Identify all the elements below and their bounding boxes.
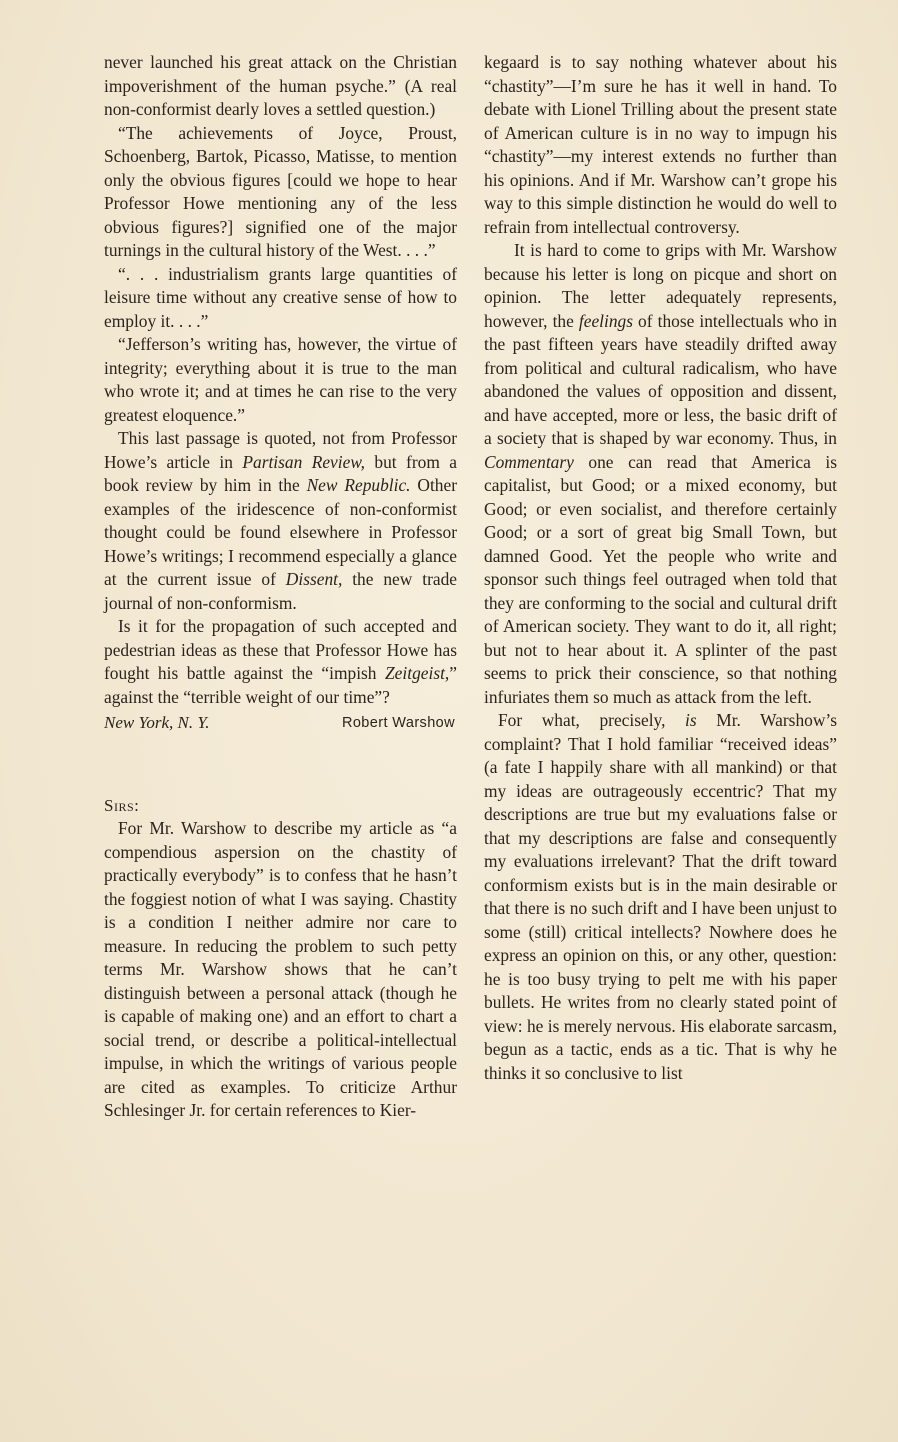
text-run: but from a book review by him in the (104, 451, 457, 495)
paragraph (484, 239, 837, 709)
text-run: Mr. Warshow’s complaint? That I hold familiar “received ideas” (a fate I happily share with all mankind) or that my ideas are outrageously eccentric? That my descriptions are true but my evaluations false or that my descriptions are false and consequently my evaluations irrelevant? That the drift toward conformism exists but is in the main desirable or that there is no such drift and I have been unjust to some (still) critical intellects? Nowhere does he express an opinion on this, or any other, question: he is too busy trying to pelt me with his paper bullets. He writes from no clearly stated point of view: he is merely nervous. His elaborate sarcasm, begun as a tactic, ends as a tic. That is why he thinks it so conclusive to list (484, 710, 838, 1083)
paragraph: “. . . industrialism grants large quantities of leisure time without any creative sense of how to employ it. . . .” (104, 263, 457, 331)
signature-place: New York, N. Y. (104, 713, 210, 732)
italic-title: New Republic. (306, 475, 411, 495)
salutation: Sirs: (104, 795, 140, 815)
italic-word: feelings (578, 310, 633, 331)
paragraph (104, 427, 457, 615)
paragraph (104, 615, 457, 709)
right-column (484, 51, 837, 1085)
italic-word: Zeitgeist, (385, 663, 450, 683)
text-run: This last passage is quoted, not from Professor Howe’s article in (104, 428, 457, 472)
paragraph: “The achievements of Joyce, Proust, Schoenberg, Bartok, Picasso, Matisse, to mention only the obvious figures [could we hope to hear Professor Howe mentioning any of the less obvious figures?] signified one of the major turnings in the cultural history of the West. . . .” (104, 122, 457, 260)
paragraph: “Jefferson’s writing has, however, the virtue of integrity; everything about it is true to the man who wrote it; and at times he can rise to the very greatest eloquence.” (104, 334, 457, 425)
italic-title: Dissent, (285, 569, 343, 589)
text-run: one can read that America is capitalist, but Good; or a mixed economy, but Good; or even socialist, and therefore certainly Good; or a sort of great big Small Town, but damned Good. Yet the people who write and sponsor such things feel outraged when told that they are conforming to the social and cultural drift of American society. They want to do it, all right; but not to hear about it. A splinter of the past seems to prick their conscience, so that nothing infuriates them so much as attack from the left. (484, 451, 837, 707)
text-run: It is hard to come to grips with Mr. Warshow because his letter is long on picque and short on opinion. The letter adequately represents, however, the (484, 240, 837, 331)
paragraph: For Mr. Warshow to describe my article as “a compendious aspersion on the chastity of practically everybody” is to confess that he hasn’t the foggiest notion of what I was saying. Chastity is a condition I neither admire nor care to measure. In reducing the problem to such petty terms Mr. Warshow shows that he can’t distinguish between a personal attack (though he is capable of making one) and an effort to chart a social trend, or describe a political-intellectual impulse, in which the writings of various people are cited as examples. To criticize Arthur Schlesinger Jr. for certain references to Kier- (104, 818, 457, 1120)
text-run: Is it for the propagation of such accepted and pedestrian ideas as these that Professor Howe has fought his battle against the “impish (104, 616, 457, 683)
signature-name: Robert Warshow (341, 715, 455, 731)
letter-signature (104, 711, 457, 736)
text-run: Other examples of the iridescence of non-conformist thought could be found elsewhere in Professor Howe’s writings; I recommend especially a glance at the current issue of (104, 475, 457, 589)
text-run: ” against the “terrible weight of our time”? (104, 663, 457, 707)
left-column (104, 51, 457, 1123)
text-run: For what, precisely, (498, 710, 686, 730)
text-run: the new trade journal of non-conformism. (104, 569, 457, 613)
paragraph: never launched his great attack on the Christian impoverishment of the human psyche.” (A real non-conformist dearly loves a settled question.) (104, 52, 457, 119)
italic-title: Commentary (484, 451, 574, 472)
paragraph: kegaard is to say nothing whatever about his “chastity”—I’m sure he has it well in hand. To debate with Lionel Trilling about the present state of American culture is in no way to impugn his “chastity”—my interest extends no further than his opinions. And if Mr. Warshow can’t grope his way to this simple distinction he would do well to refrain from intellectual controversy. (484, 52, 837, 237)
text-run: of those intellectuals who in the past fifteen years have steadily drifted away from political and cultural radicalism, who have abandoned the values of opposition and dissent, and have accepted, more or less, the basic drift of a society that is shaped by war economy. Thus, in (484, 310, 838, 448)
italic-word: is (685, 710, 697, 730)
italic-title: Partisan Review, (242, 451, 365, 472)
paragraph (484, 709, 837, 1085)
